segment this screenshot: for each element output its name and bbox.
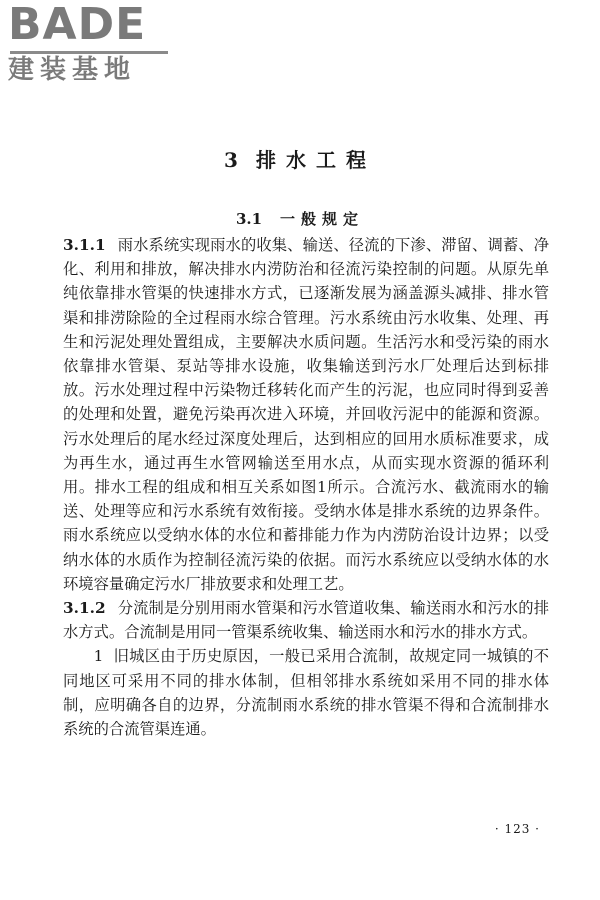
chapter-number: 3 [224,148,242,172]
watermark-subtitle: 建装基地 [8,55,137,85]
watermark-rule [10,51,168,54]
clause-number: 3.1.2 [63,599,106,618]
section-heading [0,208,600,229]
clause-text: 雨水系统实现雨水的收集、输送、径流的下渗、滞留、调蓄、净化、利用和排放，解决排水内涝防治和径流污染控制的问题。从原先单纯依靠排水管渠的快速排水方式，已逐渐发展为涵盖源头减排、排水管渠和排涝除险的全过程雨水综合管理。污水系统由污水收集、处理、再生和污泥处理处置组成，主要解决水质问题。生活污水和受污染的雨水依靠排水管渠、泵站等排水设施，收集输送到污水厂处理后达到标排放。污水处理过程中污染物迁移转化而产生的污泥，也应同时得到妥善的处理和处置，避免污染再次进入环境，并回收污泥中的能源和资源。污水处理后的尾水经过深度处理后，达到相应的回用水质标准要求，成为再生水，通过再生水管网输送至用水点，从而实现水资源的循环利用。排水工程的组成和相互关系如图1所示。合流污水、截流雨水的输送、处理等应和污水系统有效衔接。受纳水体是排水系统的边界条件。雨水系统应以受纳水体的水位和蓄排能力作为内涝防治设计边界；以受纳水体的水质作为控制径流污染的依据。而污水系统应以受纳水体的水环境容量确定污水厂排放要求和处理工艺。 [63,236,549,593]
section-title: 一般规定 [280,210,365,228]
chapter-heading [0,144,600,173]
section-number: 3.1 [235,210,263,228]
item-number: 1 [93,647,104,666]
clause-text: 分流制是分别用雨水管渠和污水管道收集、输送雨水和污水的排水方式。合流制是用同一管渠系统收集、输送雨水和污水的排水方式。 [63,599,549,642]
body-text [63,233,549,741]
clause-paragraph [63,233,549,596]
page-number: · 123 · [494,822,540,836]
item-paragraph [63,644,549,741]
watermark-brand: BADE [8,0,147,50]
watermark-logo [8,2,178,88]
item-text: 旧城区由于历史原因，一般已采用合流制，故规定同一城镇的不同地区可采用不同的排水体制，但相邻排水系统如采用不同的排水体制，应明确各自的边界，分流制雨水系统的排水管渠不得和合流制排水系统的合流管渠连通。 [63,647,549,739]
chapter-title: 排水工程 [255,148,376,172]
clause-paragraph [63,596,549,644]
clause-number: 3.1.1 [63,236,106,254]
